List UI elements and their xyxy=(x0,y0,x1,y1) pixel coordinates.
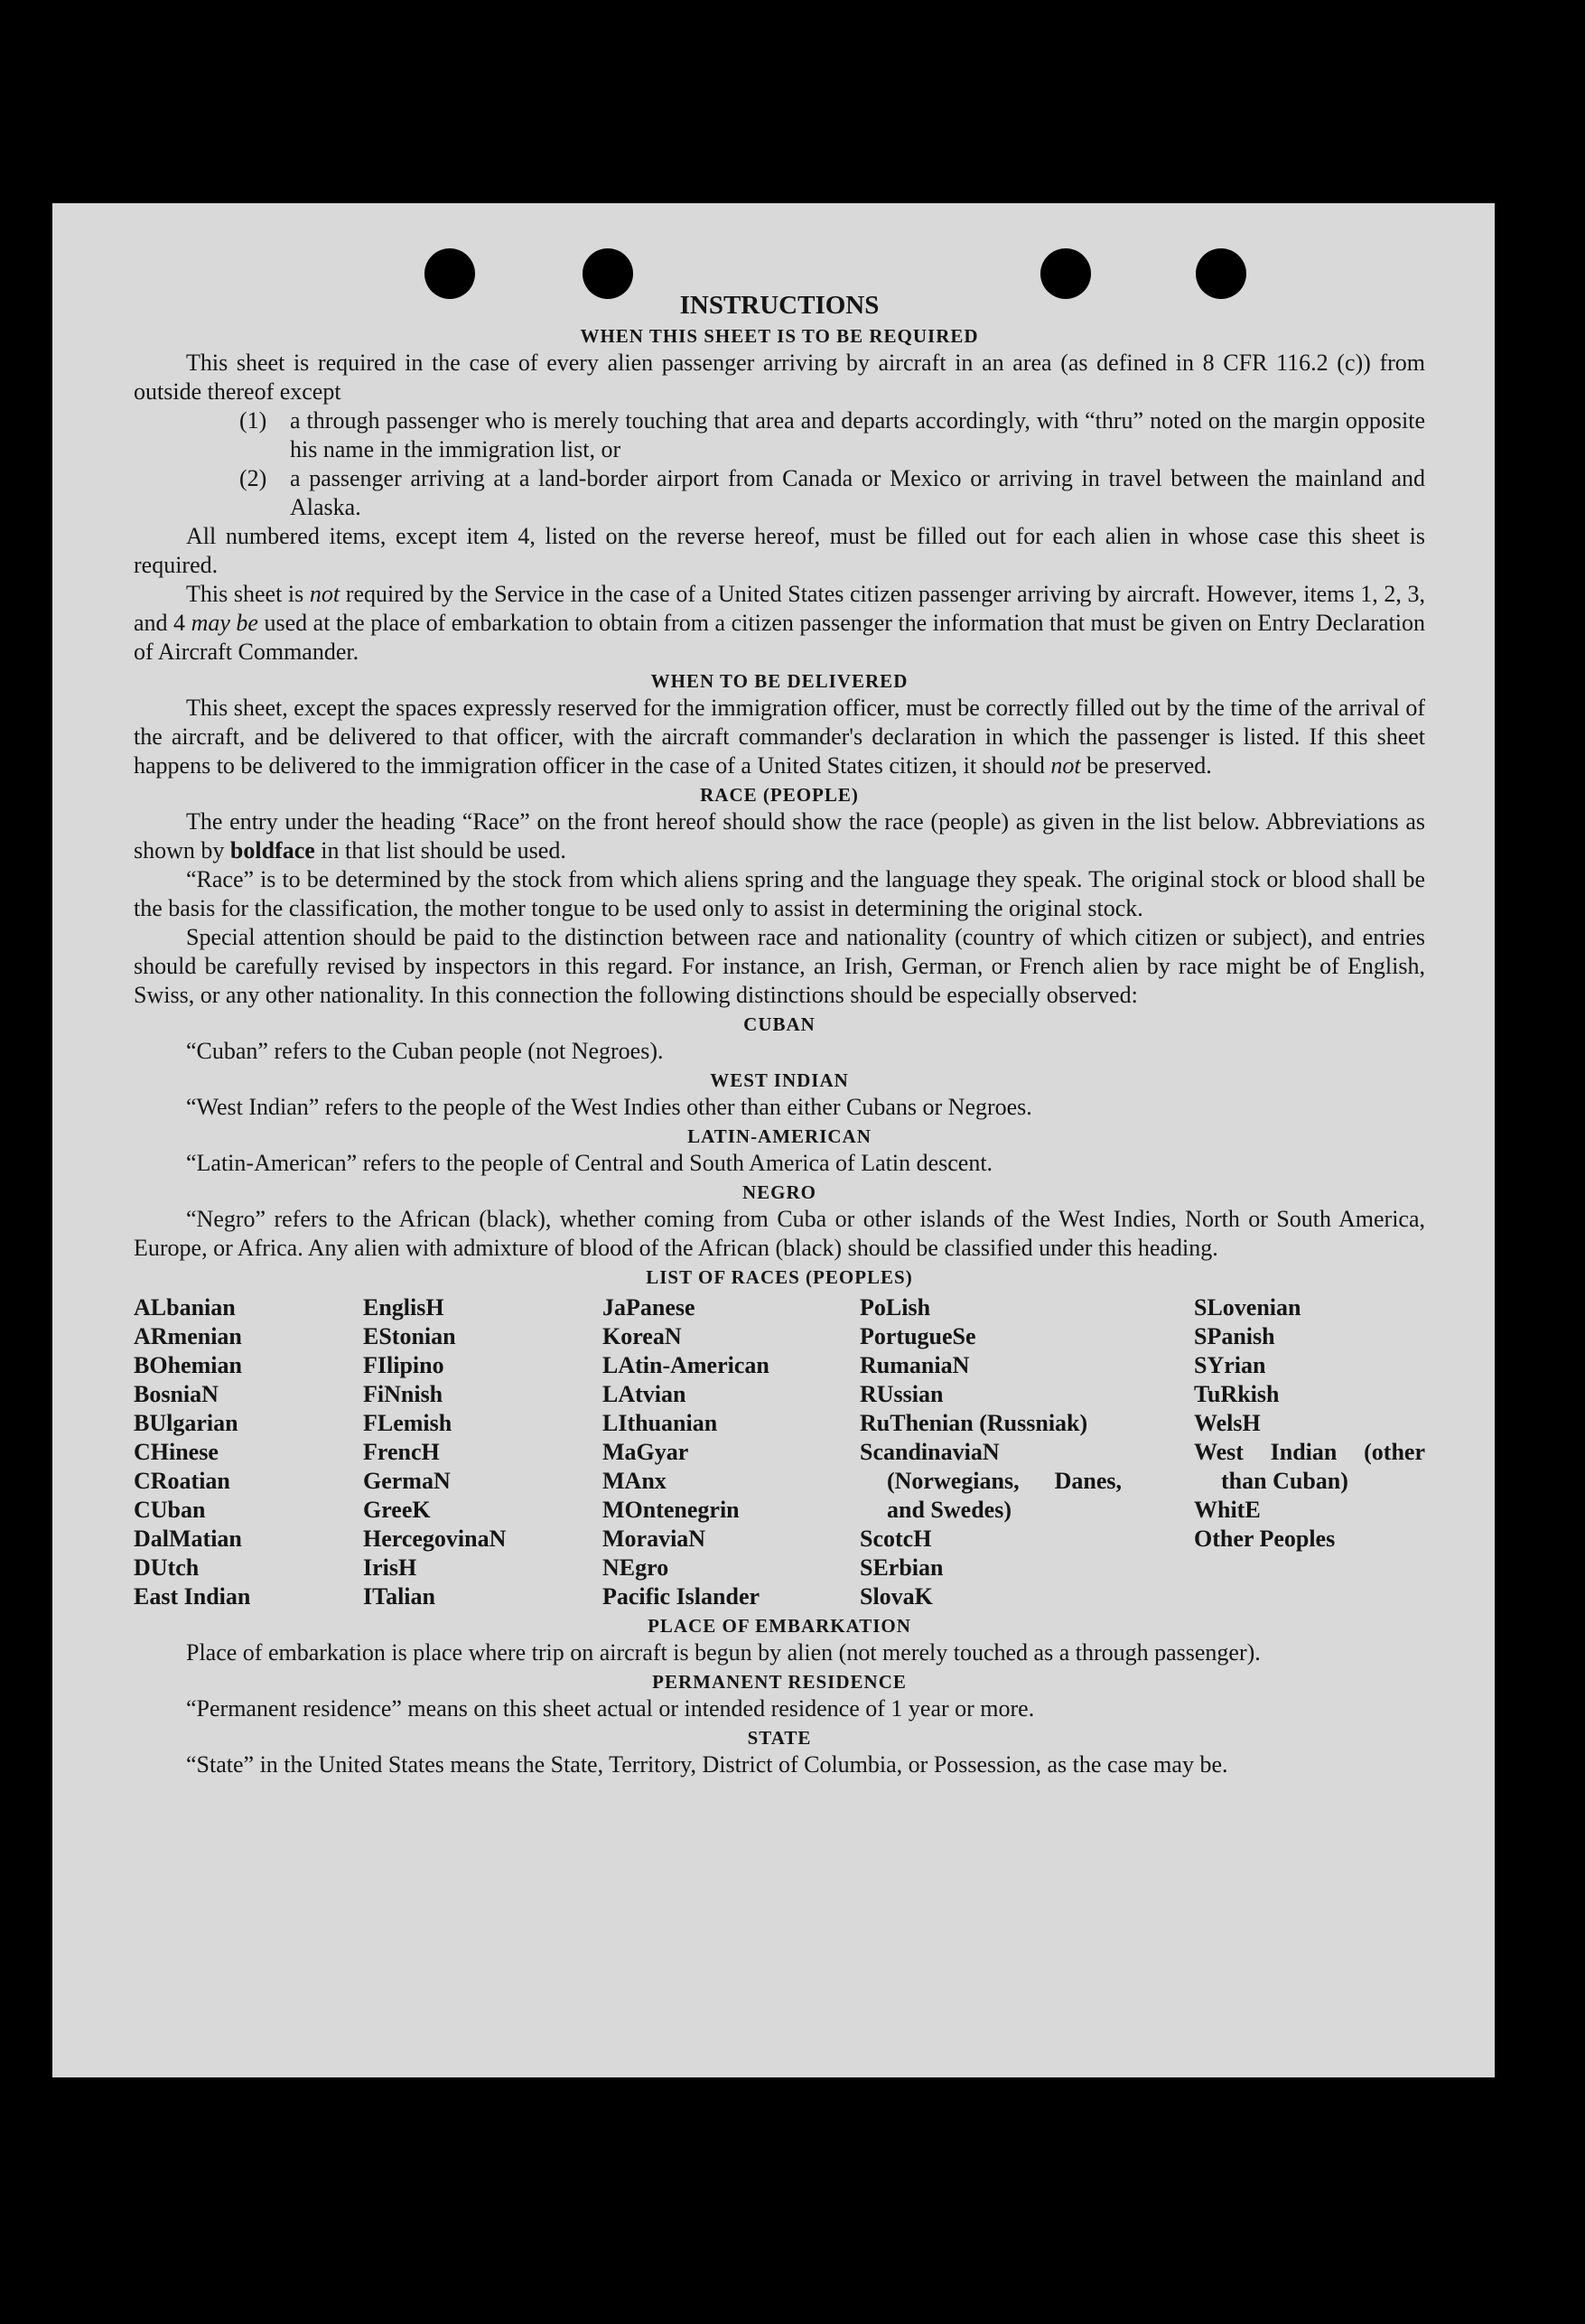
section-heading-state: STATE xyxy=(747,1727,812,1749)
race-item: ALbanian xyxy=(134,1294,236,1321)
race-item: LAtin-American xyxy=(602,1352,769,1378)
paragraph: “Latin-American” refers to the people of Central and South America of Latin descent. xyxy=(186,1150,993,1176)
race-item: SYrian xyxy=(1194,1352,1266,1378)
race-item: FiNnish xyxy=(363,1381,443,1407)
race-item: GermaN xyxy=(363,1468,451,1494)
race-item: FIlipino xyxy=(363,1352,444,1378)
paragraph: All numbered items, except item 4, listed on the reverse hereof, must be filled out for each alien in whose case this sheet is required. xyxy=(134,523,1425,578)
race-item: PoLish xyxy=(860,1294,931,1321)
section-heading-cuban: CUBAN xyxy=(743,1013,816,1035)
page-title: INSTRUCTIONS xyxy=(679,291,880,320)
race-item: BOhemian xyxy=(134,1352,242,1378)
race-item: MAnx xyxy=(602,1468,667,1494)
race-item: FLemish xyxy=(363,1410,452,1436)
race-column-5 xyxy=(1194,1293,1425,1554)
instruction-sheet xyxy=(52,203,1495,2077)
race-item: Other Peoples xyxy=(1194,1526,1336,1552)
item-number: (1) xyxy=(239,407,267,434)
race-item: PortugueSe xyxy=(860,1323,976,1349)
race-item: CRoatian xyxy=(134,1468,230,1494)
race-item: FrencH xyxy=(363,1439,440,1465)
race-column-1 xyxy=(134,1293,250,1611)
item-text: a passenger arriving at a land-border airport from Canada or Mexico or arriving in travel between the mainland and Alaska. xyxy=(290,465,1425,520)
race-item: BosniaN xyxy=(134,1381,219,1407)
section-heading-race-list: LIST OF RACES (PEOPLES) xyxy=(646,1266,913,1288)
race-column-4 xyxy=(860,1293,1122,1611)
race-item: HercegovinaN xyxy=(363,1526,507,1552)
item-text: a through passenger who is merely touching that area and departs accordingly, with “thru” noted on the margin opposite his name in the immigration list, or xyxy=(290,407,1425,462)
race-item: SErbian xyxy=(860,1554,944,1581)
section-heading-residence: PERMANENT RESIDENCE xyxy=(652,1671,907,1693)
section-heading-west-indian: WEST INDIAN xyxy=(710,1069,849,1091)
race-item: ARmenian xyxy=(134,1323,242,1349)
race-item: LAtvian xyxy=(602,1381,686,1407)
section-heading-latin-american: LATIN-AMERICAN xyxy=(687,1125,872,1147)
race-item: NEgro xyxy=(602,1554,669,1581)
paragraph: The entry under the heading “Race” on the front hereof should show the race (people) as given in the list below. Abbreviations as shown by boldface in that list should be used. xyxy=(134,808,1425,863)
race-item: SLovenian xyxy=(1194,1294,1301,1321)
race-item: CHinese xyxy=(134,1439,219,1465)
section-heading-embarkation: PLACE OF EMBARKATION xyxy=(648,1615,911,1637)
race-item: ScotcH xyxy=(860,1526,932,1552)
race-item: IrisH xyxy=(363,1554,417,1581)
section-heading-delivered: WHEN TO BE DELIVERED xyxy=(650,670,909,692)
race-item: MaGyar xyxy=(602,1439,689,1465)
race-item: MoraviaN xyxy=(602,1526,706,1552)
race-item: ITalian xyxy=(363,1583,435,1610)
race-item: Pacific Islander xyxy=(602,1583,760,1610)
paragraph: Place of embarkation is place where trip on aircraft is begun by alien (not merely touched as a through passenger). xyxy=(186,1639,1261,1666)
item-number: (2) xyxy=(239,465,267,491)
paragraph: “Cuban” refers to the Cuban people (not Negroes). xyxy=(186,1038,664,1064)
sheet-content xyxy=(134,289,1425,1779)
race-item: RumaniaN xyxy=(860,1352,970,1378)
section-heading-negro: NEGRO xyxy=(741,1181,816,1203)
paragraph: This sheet is required in the case of every alien passenger arriving by aircraft in an area (as defined in 8 CFR 116.2 (c)) from outside thereof except xyxy=(134,350,1425,405)
paragraph: “Negro” refers to the African (black), whether coming from Cuba or other islands of the West Indies, North or South America, Europe, or Africa. Any alien with admixture of blood of the African (black) should be classified under this heading. xyxy=(134,1206,1425,1261)
race-item: EnglisH xyxy=(363,1294,444,1321)
race-item: TuRkish xyxy=(1194,1381,1280,1407)
paragraph: “Race” is to be determined by the stock from which aliens spring and the language they speak. The original stock or blood shall be the basis for the classification, the mother tongue to be used only to assist in determining the original stock. xyxy=(134,866,1425,921)
race-item: GreeK xyxy=(363,1497,431,1523)
race-item: KoreaN xyxy=(602,1323,682,1349)
race-list xyxy=(134,1293,1425,1611)
race-column-2 xyxy=(363,1293,506,1611)
list-item xyxy=(239,406,1425,464)
race-item: RuThenian (Russniak) xyxy=(860,1410,1088,1436)
race-item: RUssian xyxy=(860,1381,944,1407)
race-item: WhitE xyxy=(1194,1497,1261,1523)
list-item xyxy=(239,464,1425,522)
race-item: JaPanese xyxy=(602,1294,695,1321)
race-item: EStonian xyxy=(363,1323,456,1349)
race-item: SPanish xyxy=(1194,1323,1275,1349)
paragraph: This sheet, except the spaces expressly reserved for the immigration officer, must be correctly filled out by the time of the arrival of the aircraft, and be delivered to that officer, with the aircraft commander's declaration in which the passenger is listed. If this sheet happens to be delivered to the immigration officer in the case of a United States citizen, it should not be preserved. xyxy=(134,695,1425,779)
race-item: SlovaK xyxy=(860,1583,933,1610)
race-item: WelsH xyxy=(1194,1410,1261,1436)
section-heading-required: WHEN THIS SHEET IS TO BE REQUIRED xyxy=(580,325,979,347)
race-item: DalMatian xyxy=(134,1526,242,1552)
race-column-3 xyxy=(602,1293,769,1611)
race-item: DUtch xyxy=(134,1554,200,1581)
race-item: West Indian (other than Cuban) xyxy=(1194,1439,1425,1494)
paragraph: “State” in the United States means the State, Territory, District of Columbia, or Possession, as the case may be. xyxy=(186,1751,1228,1778)
paragraph: “West Indian” refers to the people of the West Indies other than either Cubans or Negroes. xyxy=(186,1094,1032,1120)
paragraph: Special attention should be paid to the distinction between race and nationality (country of which citizen or subject), and entries should be carefully revised by inspectors in this regard. For instance, an Irish, German, or French alien by race might be of English, Swiss, or any other nationality. In this connection the following distinctions should be especially observed: xyxy=(134,924,1425,1008)
paragraph: This sheet is not required by the Service in the case of a United States citizen passenger arriving by aircraft. However, items 1, 2, 3, and 4 may be used at the place of embarkation to obtain from a citizen passenger the information that must be given on Entry Declaration of Aircraft Commander. xyxy=(134,581,1425,665)
race-item: BUlgarian xyxy=(134,1410,238,1436)
race-item: ScandinaviaN (Norwegians, Danes, and Swedes) xyxy=(860,1439,1122,1523)
race-item: East Indian xyxy=(134,1583,251,1610)
section-heading-race: RACE (PEOPLE) xyxy=(700,784,859,806)
paragraph: “Permanent residence” means on this sheet actual or intended residence of 1 year or more. xyxy=(186,1695,1035,1722)
race-item: LIthuanian xyxy=(602,1410,718,1436)
race-item: MOntenegrin xyxy=(602,1497,740,1523)
race-item: CUban xyxy=(134,1497,206,1523)
